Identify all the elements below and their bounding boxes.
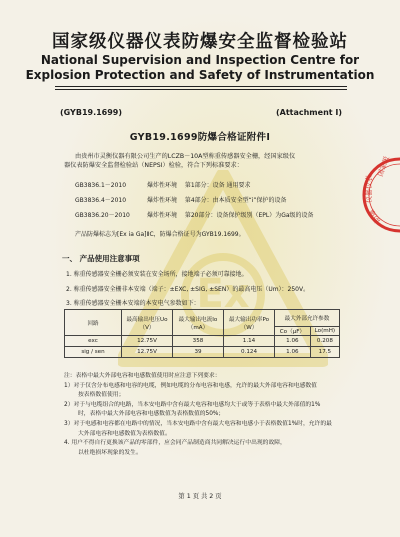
table-header: 最大输出功率Po（W） — [224, 310, 275, 336]
header-rule-thin — [55, 89, 347, 90]
intrinsic-safety-parameter-table — [64, 309, 340, 358]
standard-desc: 第20部分：设备保护级别（EPL）为Ga级的设备 — [184, 212, 314, 219]
note-line: 时，表格中最大外部电容和电感数值为表格数值的50%； — [78, 411, 225, 418]
standard-code: GB3836.4－2010 — [75, 197, 127, 204]
note-line: 3）对于电感和电容都在电路中的情况，当本安电路中含有最大电容和电感小于表格数值1%时，允许的最 — [64, 420, 332, 427]
center-title-chinese: 国家级仪器仪表防爆安全监督检验站 — [52, 32, 348, 52]
page-footer: 第 1 页 共 2 页 — [178, 493, 222, 500]
note-line: 按表格数值使用； — [78, 392, 125, 399]
standard-type: 爆炸性环境 — [147, 182, 178, 189]
standard-row — [75, 197, 287, 205]
table-cell: sig / sen — [65, 347, 122, 358]
table-row — [65, 336, 340, 347]
table-header: Lo(mH) — [310, 327, 339, 336]
table-cell: 39 — [173, 347, 224, 358]
header-rule — [55, 86, 347, 87]
standard-desc: 第1部分：设备 通用要求 — [184, 182, 251, 189]
note-line: 以杜绝损坏现象的发生。 — [78, 449, 142, 456]
table-cell: 1.06 — [275, 336, 311, 347]
standard-desc: 第4部分：由本质安全型“i”保护的设备 — [184, 197, 287, 204]
table-header: 最大外部允许参数 — [275, 310, 340, 327]
usage-item: 1. 称重传感器安全栅必须安装在安全场所，接地端子必须可靠接地。 — [66, 271, 248, 278]
table-cell: 1.06 — [275, 347, 311, 358]
svg-text:Ex: Ex — [196, 271, 250, 317]
center-title-english-line2: Explosion Protection and Safety of Instrumentation — [25, 68, 375, 82]
table-cell: 1.14 — [224, 336, 275, 347]
note-line: 1）对于仅含分布电感和电容的电缆，例如电缆的分布电容和电感，允许的最大外部电容和电感数值 — [64, 382, 317, 389]
section-title: 一、 产品使用注意事项 — [62, 254, 140, 263]
standard-code: GB3836.1－2010 — [75, 182, 127, 189]
official-seal-icon — [358, 155, 400, 235]
table-header: 最高输出电压Uo（V） — [122, 310, 173, 336]
table-cell: 12.75V — [122, 336, 173, 347]
note-line: 2）对于与电缆组合的电路，当本安电路中含有最大电容和电感均大于或等于表格中最大外部值的1% — [64, 401, 321, 408]
notes-block — [64, 372, 344, 458]
standard-code: GB3836.20－2010 — [75, 212, 130, 219]
standard-row — [75, 182, 251, 190]
standard-row — [75, 212, 314, 220]
note-line: 大外部电容和电感数值为表格数值。 — [78, 430, 171, 437]
usage-item: 2. 称重传感器安全栅非本安端（端子：±EXC, ±SIG, ±SEN）的最高电压（Um）：250V。 — [66, 286, 310, 293]
standard-type: 爆炸性环境 — [147, 197, 178, 204]
table-cell: 12.75V — [122, 347, 173, 358]
intro-line: 器仪表防爆安全监督检验站（NEPSI）检验，符合下列标准要求： — [64, 162, 243, 169]
intro-paragraph — [64, 152, 340, 170]
table-cell: exc — [65, 336, 122, 347]
usage-item: 3. 称重传感器安全栅本安端的本安电气参数如下： — [66, 300, 200, 307]
table-header: 回路 — [65, 310, 122, 336]
table-cell: 358 — [173, 336, 224, 347]
standard-type: 爆炸性环境 — [147, 212, 178, 219]
table-header: 最大输出电流Io（mA） — [173, 310, 224, 336]
note-line: 注：表格中最大外部电容和电感数值使用时应注意下列要求： — [64, 373, 221, 379]
intro-line: 由贵州市灵衡仪器有限公司生产的LCZB－10A型称重传感器安全栅，经国家级仪 — [75, 153, 296, 160]
table-cell: 0.208 — [310, 336, 339, 347]
table-cell: 0.124 — [224, 347, 275, 358]
ex-marking: 产品防爆标志为[Ex ia Ga]ⅡC，防爆合格证号为GYB19.1699。 — [75, 231, 245, 238]
note-line: 4. 用户不得自行更换该产品的零部件，应会同产品制造商共同解决运行中出现的故障， — [64, 440, 286, 447]
svg-text:国家级: 国家级 — [376, 155, 392, 178]
center-title-english-line1: National Supervision and Inspection Centre for — [40, 53, 360, 67]
table-header: Co（μF） — [275, 327, 311, 336]
table-cell: 17.5 — [310, 347, 339, 358]
certificate-number: (GYB19.1699) — [60, 108, 123, 117]
table-row — [65, 347, 340, 358]
svg-text:仪器仪表: 仪器仪表 — [365, 175, 373, 203]
attachment-label: (Attachment Ⅰ) — [275, 108, 342, 117]
svg-text:防爆: 防爆 — [367, 207, 382, 224]
document-title: GYB19.1699防爆合格证附件Ⅰ — [129, 132, 271, 143]
